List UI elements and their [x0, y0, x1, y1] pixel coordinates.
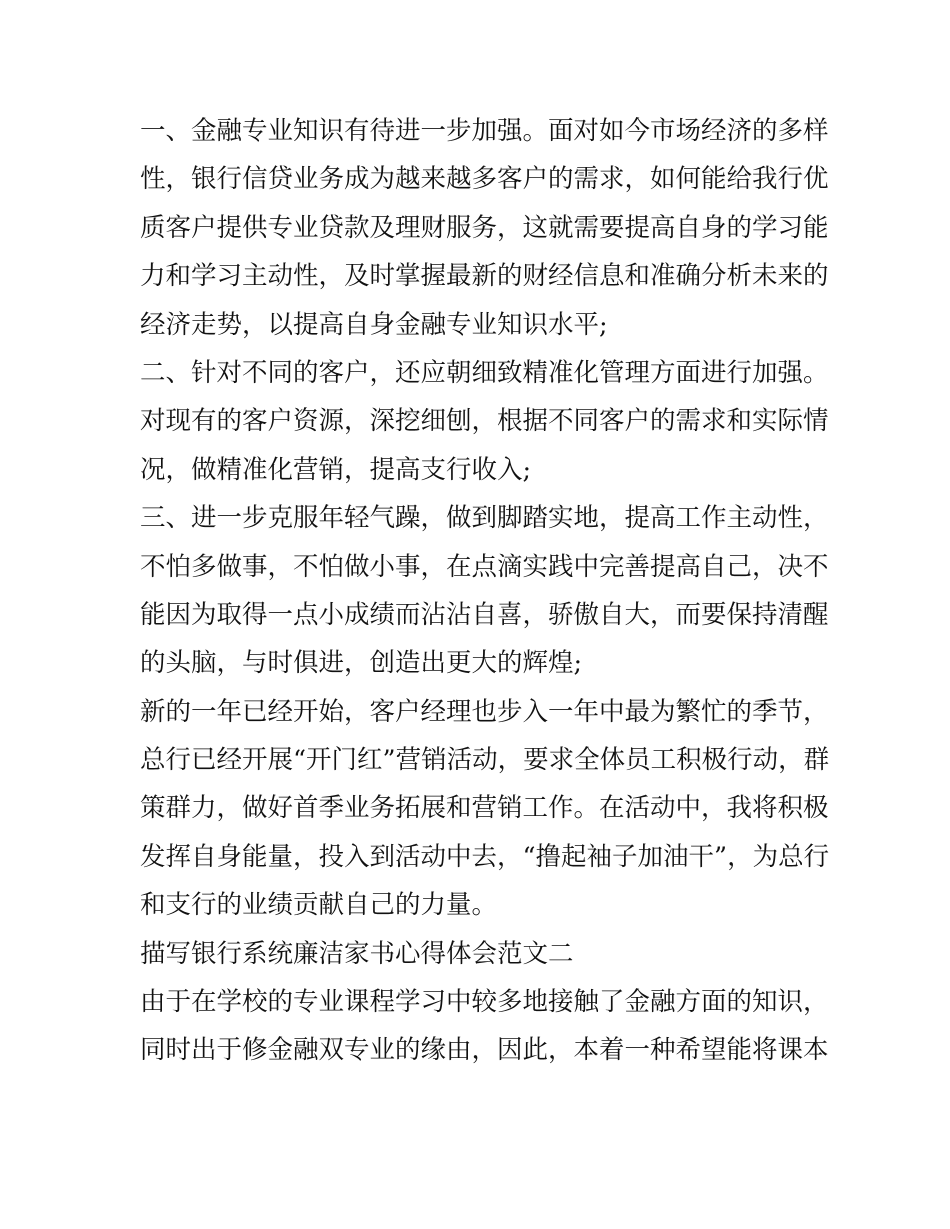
text-line: 的头脑，与时俱进，创造出更大的辉煌;: [140, 648, 583, 679]
section-heading: 描写银行系统廉洁家书心得体会范文二: [140, 938, 574, 969]
text-line: 和支行的业绩贡献自己的力量。: [140, 890, 498, 921]
text-line: 二、针对不同的客户，还应朝细致精准化管理方面进行加强。: [140, 357, 829, 388]
text-line: 由于在学校的专业课程学习中较多地接触了金融方面的知识，: [140, 987, 829, 1018]
text-line: 力和学习主动性，及时掌握最新的财经信息和准确分析未来的: [140, 261, 829, 292]
text-line: 况，做精准化营销，提高支行收入;: [140, 454, 532, 485]
document-body: [140, 107, 830, 1075]
text-line: 策群力，做好首季业务拓展和营销工作。在活动中，我将积极: [140, 793, 829, 824]
text-line: 新的一年已经开始，客户经理也步入一年中最为繁忙的季节，: [140, 696, 829, 727]
text-line: 同时出于修金融双专业的缘由，因此，本着一种希望能将课本: [140, 1035, 829, 1066]
text-line: 质客户提供专业贷款及理财服务，这就需要提高自身的学习能: [140, 212, 829, 243]
text-line: 经济走势，以提高自身金融专业知识水平;: [140, 309, 608, 340]
text-line: 对现有的客户资源，深挖细刨，根据不同客户的需求和实际情: [140, 406, 829, 437]
text-line: 能因为取得一点小成绩而沾沾自喜，骄傲自大，而要保持清醒: [140, 599, 829, 630]
text-line: 性，银行信贷业务成为越来越多客户的需求，如何能给我行优: [140, 164, 829, 195]
text-line: 三、进一步克服年轻气躁，做到脚踏实地，提高工作主动性，: [140, 503, 829, 534]
text-line: 发挥自身能量，投入到活动中去，“撸起袖子加油干”，为总行: [140, 841, 830, 872]
text-line: 一、金融专业知识有待进一步加强。面对如今市场经济的多样: [140, 116, 829, 146]
text-line: 总行已经开展“开门红”营销活动，要求全体员工积极行动，群: [140, 745, 830, 776]
text-line: 不怕多做事，不怕做小事，在点滴实践中完善提高自己，决不: [140, 551, 829, 582]
